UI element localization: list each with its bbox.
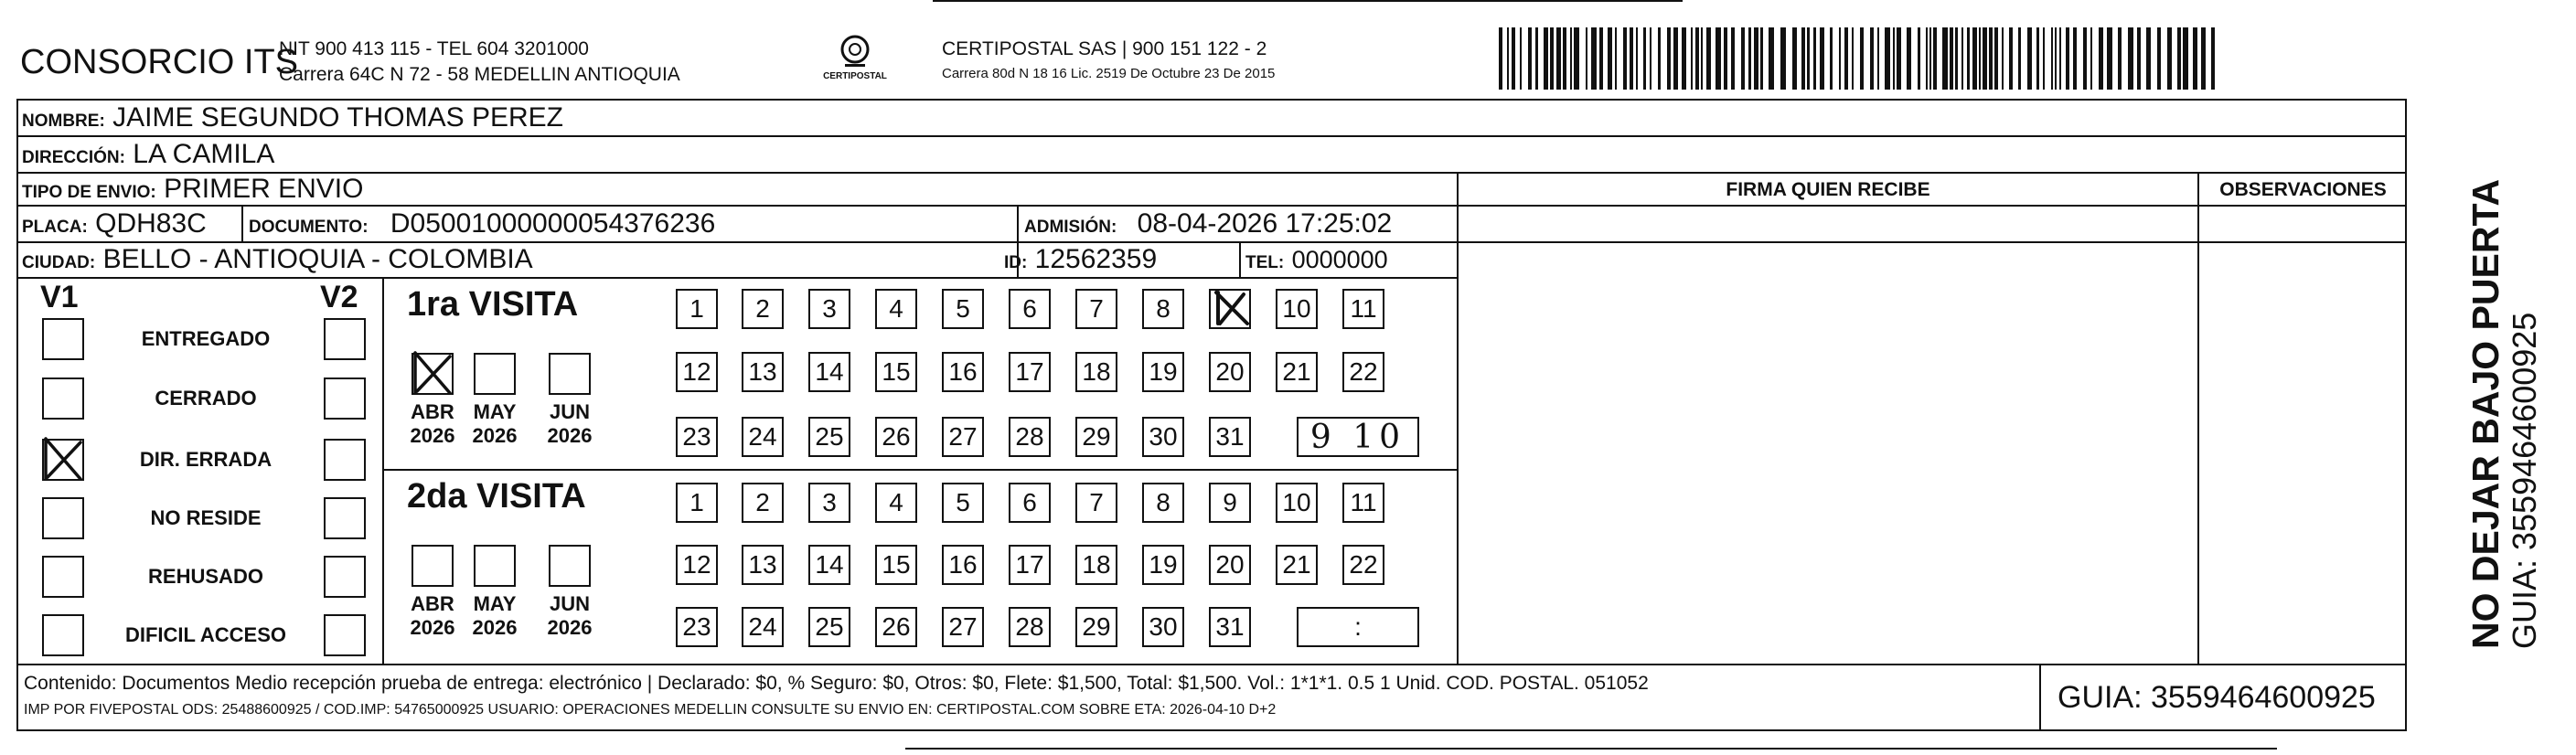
day-box[interactable]: 23 [676, 417, 718, 457]
month-label: MAY [473, 592, 517, 615]
day-box[interactable]: 23 [676, 607, 718, 647]
v1-checkbox[interactable] [42, 497, 84, 539]
day-box[interactable]: 10 [1276, 483, 1318, 523]
day-box[interactable]: 29 [1075, 607, 1117, 647]
carrier-line-2: Carrera 80d N 18 16 Lic. 2519 De Octubre 23 De 2015 [942, 66, 1276, 81]
day-box[interactable]: 2 [742, 483, 784, 523]
month-label: JUN [549, 400, 590, 423]
id-value: 12562359 [1034, 244, 1158, 274]
bottom-rule [905, 748, 2277, 750]
firma-heading: FIRMA QUIEN RECIBE [1726, 179, 1930, 200]
day-box[interactable]: 24 [742, 417, 784, 457]
day-box[interactable]: 4 [875, 483, 917, 523]
day-box[interactable]: 25 [808, 607, 850, 647]
handwritten-check-mark [38, 433, 90, 484]
day-box[interactable]: 12 [676, 352, 718, 392]
day-box[interactable]: 19 [1142, 352, 1184, 392]
footer-guia: GUIA: 3559464600925 [2058, 680, 2376, 715]
day-box[interactable]: 4 [875, 289, 917, 329]
day-box[interactable]: 7 [1075, 483, 1117, 523]
day-box[interactable]: 6 [1009, 289, 1051, 329]
certipostal-logo [805, 33, 905, 88]
ciudad-label: CIUDAD: [22, 253, 96, 272]
row-line [16, 172, 2407, 174]
day-box[interactable]: 29 [1075, 417, 1117, 457]
footer-contenido: Contenido: Documentos Medio recepción prueba de entrega: electrónico | Declarado: $0, % Seguro: $0, Otros: $0, Flete: $1,500, Total: $1,500. Vol.: 1*1*1. 0.5 1 Unid. COD. POSTAL. 051052 [24, 673, 1649, 694]
direccion-label: DIRECCIÓN: [22, 148, 125, 167]
day-box[interactable]: 14 [808, 352, 850, 392]
day-box[interactable]: 11 [1342, 289, 1384, 329]
v1-checkbox[interactable] [42, 318, 84, 360]
month-checkbox[interactable] [474, 353, 516, 395]
year-label: 2026 [547, 616, 593, 639]
placa-value: QDH83C [95, 208, 207, 239]
day-box[interactable]: 26 [875, 607, 917, 647]
day-box[interactable]: 30 [1142, 417, 1184, 457]
day-box[interactable]: 16 [942, 352, 984, 392]
row-line [16, 277, 1457, 279]
admision-value: 08-04-2026 17:25:02 [1137, 208, 1393, 239]
carrier-line-1: CERTIPOSTAL SAS | 900 151 122 - 2 [942, 38, 1267, 59]
month-checkbox[interactable] [412, 353, 454, 395]
day-box[interactable]: 27 [942, 607, 984, 647]
v2-checkbox[interactable] [324, 378, 366, 420]
handwritten-day-mark [1211, 289, 1249, 329]
barcode [1495, 27, 2227, 90]
day-box[interactable]: 28 [1009, 607, 1051, 647]
tel-label: TEL: [1245, 253, 1285, 272]
day-box[interactable]: 5 [942, 483, 984, 523]
day-box[interactable]: 11 [1342, 483, 1384, 523]
day-box[interactable]: 31 [1209, 417, 1251, 457]
time-box[interactable]: : [1297, 607, 1419, 647]
admision-field [1024, 208, 1392, 239]
handwritten-check-mark [408, 347, 459, 399]
status-option-label: CERRADO [155, 387, 257, 409]
v2-checkbox[interactable] [324, 318, 366, 360]
top-edge-line [933, 0, 1683, 2]
day-box[interactable]: 19 [1142, 545, 1184, 585]
col-line [2197, 172, 2199, 664]
day-box[interactable]: 10 [1276, 289, 1318, 329]
v1-checkbox[interactable] [42, 556, 84, 598]
v1-checkbox[interactable] [42, 614, 84, 656]
admision-label: ADMISIÓN: [1024, 218, 1117, 237]
documento-value: D05001000000054376236 [390, 208, 716, 239]
v1-heading: V1 [40, 280, 79, 314]
day-box[interactable]: 22 [1342, 545, 1384, 585]
day-box[interactable]: 5 [942, 289, 984, 329]
day-box[interactable]: 6 [1009, 483, 1051, 523]
row-line [16, 241, 2407, 243]
day-box[interactable]: 14 [808, 545, 850, 585]
month-label: ABR [411, 400, 454, 423]
day-box[interactable]: 9 [1209, 483, 1251, 523]
nombre-row [22, 102, 563, 133]
year-label: 2026 [547, 424, 593, 447]
year-label: 2026 [410, 424, 455, 447]
row-line [16, 664, 2407, 665]
day-box[interactable] [1209, 289, 1251, 329]
year-label: 2026 [410, 616, 455, 639]
day-box[interactable]: 13 [742, 545, 784, 585]
tel-value: 0000000 [1291, 246, 1388, 273]
time-box[interactable]: 9 10 [1297, 417, 1419, 457]
col-line [1239, 241, 1241, 277]
nombre-value: JAIME SEGUNDO THOMAS PEREZ [112, 102, 563, 133]
day-box[interactable]: 17 [1009, 545, 1051, 585]
tel-field [1245, 244, 1388, 275]
col-line [2039, 664, 2041, 731]
day-box[interactable]: 1 [676, 289, 718, 329]
day-box[interactable]: 28 [1009, 417, 1051, 457]
ciudad-value: BELLO - ANTIOQUIA - COLOMBIA [102, 244, 533, 274]
day-box[interactable]: 3 [808, 483, 850, 523]
nombre-label: NOMBRE: [22, 112, 105, 131]
ciudad-field [22, 244, 533, 275]
day-box[interactable]: 27 [942, 417, 984, 457]
id-label: ID: [1004, 253, 1028, 272]
row-line [16, 205, 2407, 207]
col-line [1457, 172, 1459, 664]
day-box[interactable]: 20 [1209, 545, 1251, 585]
v2-checkbox[interactable] [324, 556, 366, 598]
v2-checkbox[interactable] [324, 497, 366, 539]
month-label: JUN [549, 592, 590, 615]
day-box[interactable]: 31 [1209, 607, 1251, 647]
placa-label: PLACA: [22, 218, 88, 237]
day-box[interactable]: 2 [742, 289, 784, 329]
v2-checkbox[interactable] [324, 439, 366, 481]
day-box[interactable]: 15 [875, 352, 917, 392]
day-box[interactable]: 30 [1142, 607, 1184, 647]
no-dejar-bajo-puerta: NO DEJAR BAJO PUERTA [2464, 178, 2507, 649]
placa-field [22, 208, 207, 239]
month-label: ABR [411, 592, 454, 615]
month-label: MAY [473, 400, 517, 423]
day-box[interactable]: 17 [1009, 352, 1051, 392]
tipo-label: TIPO DE ENVIO: [22, 183, 156, 202]
day-box[interactable]: 18 [1075, 545, 1117, 585]
tipo-value: PRIMER ENVIO [164, 174, 364, 204]
day-box[interactable]: 13 [742, 352, 784, 392]
day-box[interactable]: 21 [1276, 545, 1318, 585]
day-box[interactable]: 16 [942, 545, 984, 585]
day-box[interactable]: 22 [1342, 352, 1384, 392]
company-line-1: NIT 900 413 115 - TEL 604 3201000 [279, 38, 589, 59]
logo-text: CERTIPOSTAL [823, 71, 887, 81]
tipo-row [22, 174, 363, 205]
side-text [2464, 82, 2544, 649]
first-visit-title: 1ra VISITA [407, 285, 579, 324]
company-name: CONSORCIO ITS [20, 43, 299, 81]
day-box[interactable]: 24 [742, 607, 784, 647]
year-label: 2026 [472, 616, 518, 639]
day-box[interactable]: 26 [875, 417, 917, 457]
v1-checkbox[interactable] [42, 439, 84, 481]
month-checkbox[interactable] [412, 545, 454, 587]
row-line [16, 135, 2407, 137]
status-option-label: ENTREGADO [141, 327, 271, 350]
day-box[interactable]: 12 [676, 545, 718, 585]
day-box[interactable]: 25 [808, 417, 850, 457]
v2-heading: V2 [320, 280, 358, 314]
observaciones-heading: OBSERVACIONES [2219, 179, 2387, 200]
status-option-label: REHUSADO [148, 565, 263, 588]
documento-field [249, 208, 715, 239]
day-box[interactable]: 8 [1142, 289, 1184, 329]
second-visit-title: 2da VISITA [407, 477, 586, 516]
day-box[interactable]: 7 [1075, 289, 1117, 329]
direccion-value: LA CAMILA [133, 139, 275, 169]
month-checkbox[interactable] [474, 545, 516, 587]
day-box[interactable]: 20 [1209, 352, 1251, 392]
day-box[interactable]: 8 [1142, 483, 1184, 523]
day-box[interactable]: 21 [1276, 352, 1318, 392]
month-checkbox[interactable] [549, 353, 591, 395]
month-checkbox[interactable] [549, 545, 591, 587]
day-box[interactable]: 15 [875, 545, 917, 585]
col-line [384, 469, 1457, 471]
direccion-row [22, 139, 274, 170]
documento-label: DOCUMENTO: [249, 218, 369, 237]
status-option-label: NO RESIDE [150, 506, 262, 529]
status-option-label: DIR. ERRADA [139, 448, 273, 471]
id-field [1004, 244, 1157, 275]
footer-imp: IMP POR FIVEPOSTAL ODS: 25488600925 / COD.IMP: 54765000925 USUARIO: OPERACIONES MEDELLIN CONSULTE SU ENVIO EN: CERTIPOSTAL.COM SOBRE ETA: 2026-04-10 D+2 [24, 702, 1277, 718]
side-guia: GUIA: 3559464600925 [2506, 312, 2543, 649]
day-box[interactable]: 18 [1075, 352, 1117, 392]
company-line-2: Carrera 64C N 72 - 58 MEDELLIN ANTIOQUIA [279, 64, 680, 85]
v2-checkbox[interactable] [324, 614, 366, 656]
day-box[interactable]: 1 [676, 483, 718, 523]
day-box[interactable]: 3 [808, 289, 850, 329]
year-label: 2026 [472, 424, 518, 447]
status-option-label: DIFICIL ACCESO [124, 623, 286, 646]
v1-checkbox[interactable] [42, 378, 84, 420]
col-line [241, 205, 243, 241]
